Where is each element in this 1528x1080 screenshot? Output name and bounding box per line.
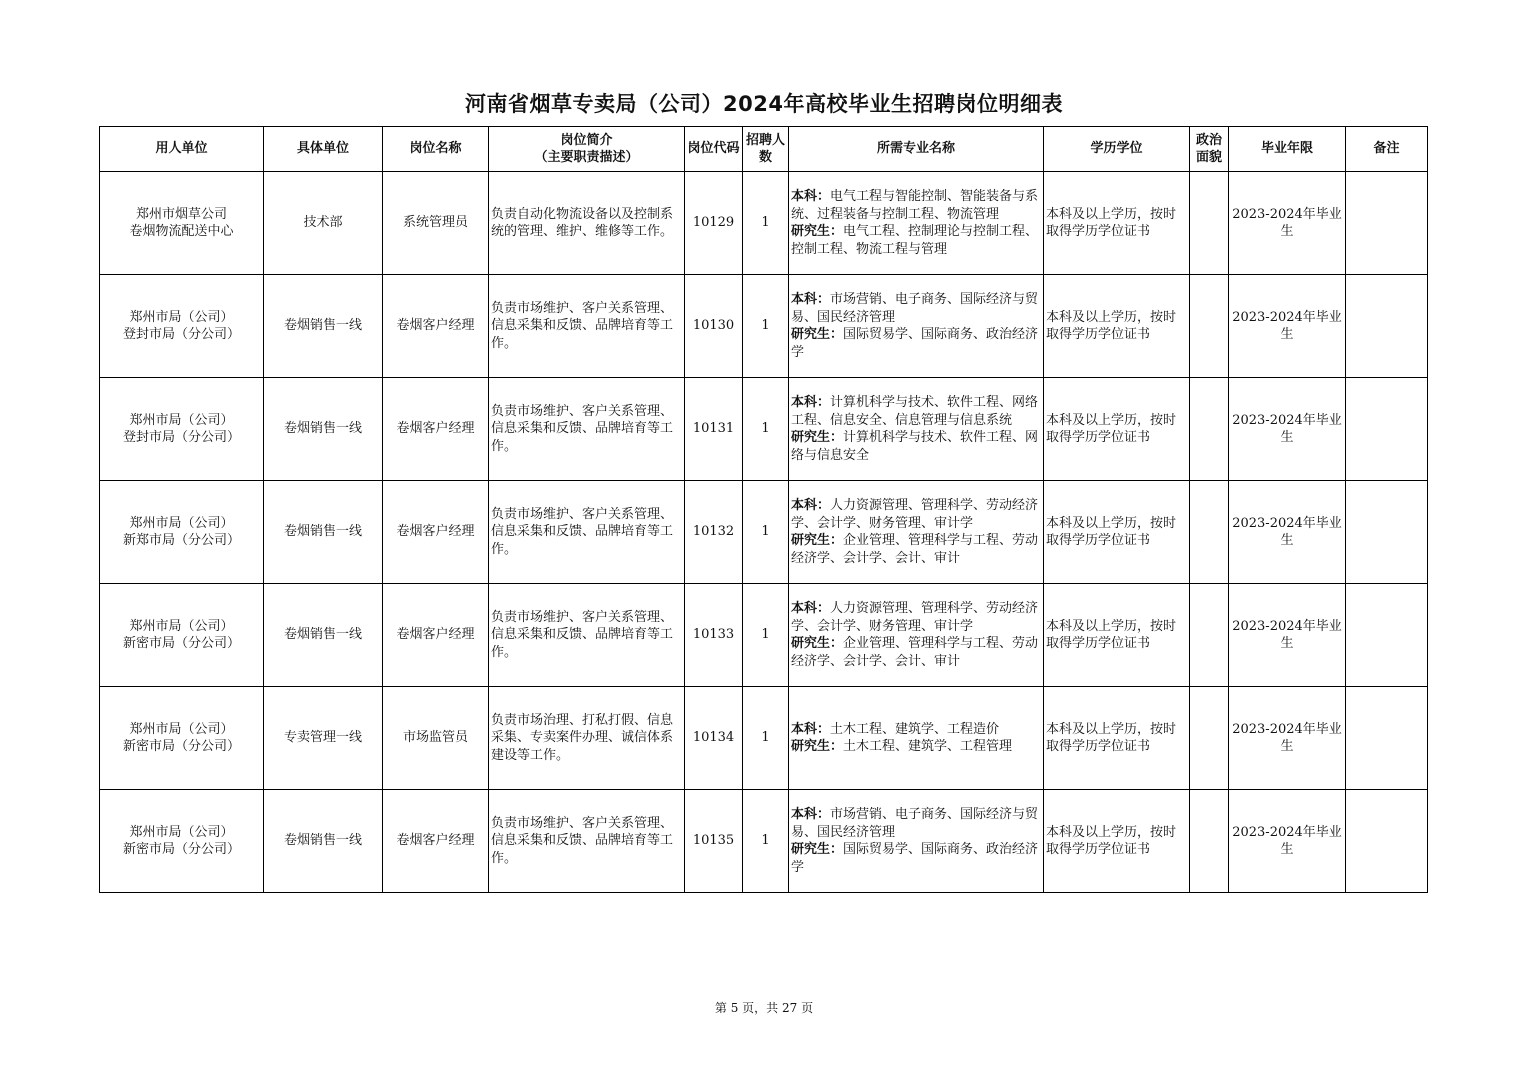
cell-grad: 2023-2024年毕业生 bbox=[1229, 172, 1346, 275]
master-majors: 企业管理、管理科学与工程、劳动经济学、会计学、会计、审计 bbox=[791, 533, 1039, 566]
bachelor-label: 本科： bbox=[791, 395, 831, 410]
master-majors: 国际贸易学、国际商务、政治经济学 bbox=[791, 842, 1039, 875]
cell-political bbox=[1190, 275, 1229, 378]
header-desc-sub: （主要职责描述） bbox=[534, 150, 639, 165]
header-note: 备注 bbox=[1346, 127, 1428, 172]
cell-desc: 负责自动化物流设备以及控制系统的管理、维护、维修等工作。 bbox=[489, 172, 685, 275]
cell-unit: 郑州市局（公司） 新密市局（分公司） bbox=[100, 584, 264, 687]
cell-post: 卷烟客户经理 bbox=[383, 275, 489, 378]
cell-desc: 负责市场维护、客户关系管理、信息采集和反馈、品牌培育等工作。 bbox=[489, 584, 685, 687]
cell-dept: 卷烟销售一线 bbox=[264, 378, 383, 481]
cell-edu: 本科及以上学历，按时取得学历学位证书 bbox=[1044, 378, 1190, 481]
cell-desc: 负责市场维护、客户关系管理、信息采集和反馈、品牌培育等工作。 bbox=[489, 481, 685, 584]
cell-desc: 负责市场维护、客户关系管理、信息采集和反馈、品牌培育等工作。 bbox=[489, 275, 685, 378]
cell-political bbox=[1190, 172, 1229, 275]
cell-num: 1 bbox=[743, 275, 789, 378]
table-row bbox=[100, 378, 1428, 481]
cell-dept: 卷烟销售一线 bbox=[264, 584, 383, 687]
cell-code: 10132 bbox=[685, 481, 743, 584]
master-label: 研究生： bbox=[791, 533, 844, 548]
cell-note bbox=[1346, 790, 1428, 893]
master-label: 研究生： bbox=[791, 327, 844, 342]
master-label: 研究生： bbox=[791, 430, 844, 445]
cell-num: 1 bbox=[743, 378, 789, 481]
master-label: 研究生： bbox=[791, 739, 844, 754]
bachelor-label: 本科： bbox=[791, 189, 831, 204]
cell-dept: 卷烟销售一线 bbox=[264, 790, 383, 893]
cell-note bbox=[1346, 378, 1428, 481]
cell-edu: 本科及以上学历，按时取得学历学位证书 bbox=[1044, 275, 1190, 378]
table-row bbox=[100, 275, 1428, 378]
cell-code: 10135 bbox=[685, 790, 743, 893]
cell-edu: 本科及以上学历，按时取得学历学位证书 bbox=[1044, 584, 1190, 687]
cell-note bbox=[1346, 172, 1428, 275]
bachelor-label: 本科： bbox=[791, 498, 831, 513]
cell-grad: 2023-2024年毕业生 bbox=[1229, 378, 1346, 481]
document-title: 河南省烟草专卖局（公司）2024年高校毕业生招聘岗位明细表 bbox=[465, 92, 1063, 116]
cell-political bbox=[1190, 790, 1229, 893]
cell-note bbox=[1346, 687, 1428, 790]
bachelor-majors: 计算机科学与技术、软件工程、网络工程、信息安全、信息管理与信息系统 bbox=[791, 395, 1039, 428]
cell-code: 10134 bbox=[685, 687, 743, 790]
cell-edu: 本科及以上学历，按时取得学历学位证书 bbox=[1044, 687, 1190, 790]
cell-major bbox=[789, 378, 1044, 481]
header-political: 政治面貌 bbox=[1190, 127, 1229, 172]
master-label: 研究生： bbox=[791, 224, 844, 239]
table-header-row bbox=[100, 127, 1428, 172]
table-row bbox=[100, 687, 1428, 790]
cell-dept: 技术部 bbox=[264, 172, 383, 275]
bachelor-label: 本科： bbox=[791, 807, 831, 822]
cell-edu: 本科及以上学历，按时取得学历学位证书 bbox=[1044, 172, 1190, 275]
cell-code: 10133 bbox=[685, 584, 743, 687]
bachelor-majors: 市场营销、电子商务、国际经济与贸易、国民经济管理 bbox=[791, 807, 1039, 840]
cell-code: 10131 bbox=[685, 378, 743, 481]
bachelor-majors: 人力资源管理、管理科学、劳动经济学、会计学、财务管理、审计学 bbox=[791, 601, 1039, 634]
bachelor-label: 本科： bbox=[791, 601, 831, 616]
header-num: 招聘人数 bbox=[743, 127, 789, 172]
cell-post: 卷烟客户经理 bbox=[383, 790, 489, 893]
recruitment-table bbox=[99, 126, 1428, 893]
bachelor-majors: 人力资源管理、管理科学、劳动经济学、会计学、财务管理、审计学 bbox=[791, 498, 1039, 531]
header-desc-main: 岗位简介 bbox=[560, 132, 613, 148]
cell-major bbox=[789, 790, 1044, 893]
cell-code: 10129 bbox=[685, 172, 743, 275]
cell-note bbox=[1346, 584, 1428, 687]
bachelor-majors: 电气工程与智能控制、智能装备与系统、过程装备与控制工程、物流管理 bbox=[791, 189, 1039, 222]
cell-num: 1 bbox=[743, 481, 789, 584]
cell-num: 1 bbox=[743, 172, 789, 275]
cell-unit: 郑州市局（公司） 登封市局（分公司） bbox=[100, 378, 264, 481]
cell-num: 1 bbox=[743, 790, 789, 893]
master-majors: 国际贸易学、国际商务、政治经济学 bbox=[791, 327, 1039, 360]
cell-num: 1 bbox=[743, 687, 789, 790]
cell-edu: 本科及以上学历，按时取得学历学位证书 bbox=[1044, 790, 1190, 893]
cell-note bbox=[1346, 481, 1428, 584]
master-label: 研究生： bbox=[791, 636, 844, 651]
cell-dept: 卷烟销售一线 bbox=[264, 481, 383, 584]
cell-post: 卷烟客户经理 bbox=[383, 378, 489, 481]
cell-grad: 2023-2024年毕业生 bbox=[1229, 790, 1346, 893]
header-edu: 学历学位 bbox=[1044, 127, 1190, 172]
cell-desc: 负责市场治理、打私打假、信息采集、专卖案件办理、诚信体系建设等工作。 bbox=[489, 687, 685, 790]
cell-grad: 2023-2024年毕业生 bbox=[1229, 687, 1346, 790]
bachelor-label: 本科： bbox=[791, 292, 831, 307]
cell-major bbox=[789, 687, 1044, 790]
bachelor-majors: 市场营销、电子商务、国际经济与贸易、国民经济管理 bbox=[791, 292, 1039, 325]
table-body bbox=[100, 172, 1428, 893]
header-major: 所需专业名称 bbox=[789, 127, 1044, 172]
table-row bbox=[100, 584, 1428, 687]
master-majors: 电气工程、控制理论与控制工程、控制工程、物流工程与管理 bbox=[791, 224, 1039, 257]
table-row bbox=[100, 481, 1428, 584]
cell-unit: 郑州市局（公司） 新郑市局（分公司） bbox=[100, 481, 264, 584]
cell-post: 卷烟客户经理 bbox=[383, 584, 489, 687]
cell-grad: 2023-2024年毕业生 bbox=[1229, 584, 1346, 687]
master-majors: 计算机科学与技术、软件工程、网络与信息安全 bbox=[791, 430, 1039, 463]
master-majors: 土木工程、建筑学、工程管理 bbox=[843, 739, 1013, 754]
cell-major bbox=[789, 275, 1044, 378]
cell-note bbox=[1346, 275, 1428, 378]
cell-unit: 郑州市局（公司） 登封市局（分公司） bbox=[100, 275, 264, 378]
header-unit: 用人单位 bbox=[100, 127, 264, 172]
cell-edu: 本科及以上学历，按时取得学历学位证书 bbox=[1044, 481, 1190, 584]
cell-political bbox=[1190, 584, 1229, 687]
cell-unit: 郑州市烟草公司 卷烟物流配送中心 bbox=[100, 172, 264, 275]
table-row bbox=[100, 172, 1428, 275]
cell-political bbox=[1190, 481, 1229, 584]
cell-major bbox=[789, 172, 1044, 275]
cell-major bbox=[789, 481, 1044, 584]
header-code: 岗位代码 bbox=[685, 127, 743, 172]
cell-grad: 2023-2024年毕业生 bbox=[1229, 481, 1346, 584]
header-post: 岗位名称 bbox=[383, 127, 489, 172]
cell-grad: 2023-2024年毕业生 bbox=[1229, 275, 1346, 378]
table-row bbox=[100, 790, 1428, 893]
cell-post: 系统管理员 bbox=[383, 172, 489, 275]
cell-post: 市场监管员 bbox=[383, 687, 489, 790]
cell-major bbox=[789, 584, 1044, 687]
header-dept: 具体单位 bbox=[264, 127, 383, 172]
cell-dept: 专卖管理一线 bbox=[264, 687, 383, 790]
header-grad: 毕业年限 bbox=[1229, 127, 1346, 172]
bachelor-label: 本科： bbox=[791, 721, 831, 737]
master-label: 研究生： bbox=[791, 842, 844, 857]
cell-num: 1 bbox=[743, 584, 789, 687]
cell-post: 卷烟客户经理 bbox=[383, 481, 489, 584]
master-majors: 企业管理、管理科学与工程、劳动经济学、会计学、会计、审计 bbox=[791, 636, 1039, 669]
cell-desc: 负责市场维护、客户关系管理、信息采集和反馈、品牌培育等工作。 bbox=[489, 378, 685, 481]
cell-unit: 郑州市局（公司） 新密市局（分公司） bbox=[100, 790, 264, 893]
cell-political bbox=[1190, 687, 1229, 790]
header-desc bbox=[489, 127, 685, 172]
cell-dept: 卷烟销售一线 bbox=[264, 275, 383, 378]
cell-desc: 负责市场维护、客户关系管理、信息采集和反馈、品牌培育等工作。 bbox=[489, 790, 685, 893]
page-footer: 第 5 页，共 27 页 bbox=[714, 1001, 814, 1015]
cell-unit: 郑州市局（公司） 新密市局（分公司） bbox=[100, 687, 264, 790]
bachelor-majors: 土木工程、建筑学、工程造价 bbox=[830, 721, 1000, 737]
cell-political bbox=[1190, 378, 1229, 481]
cell-code: 10130 bbox=[685, 275, 743, 378]
